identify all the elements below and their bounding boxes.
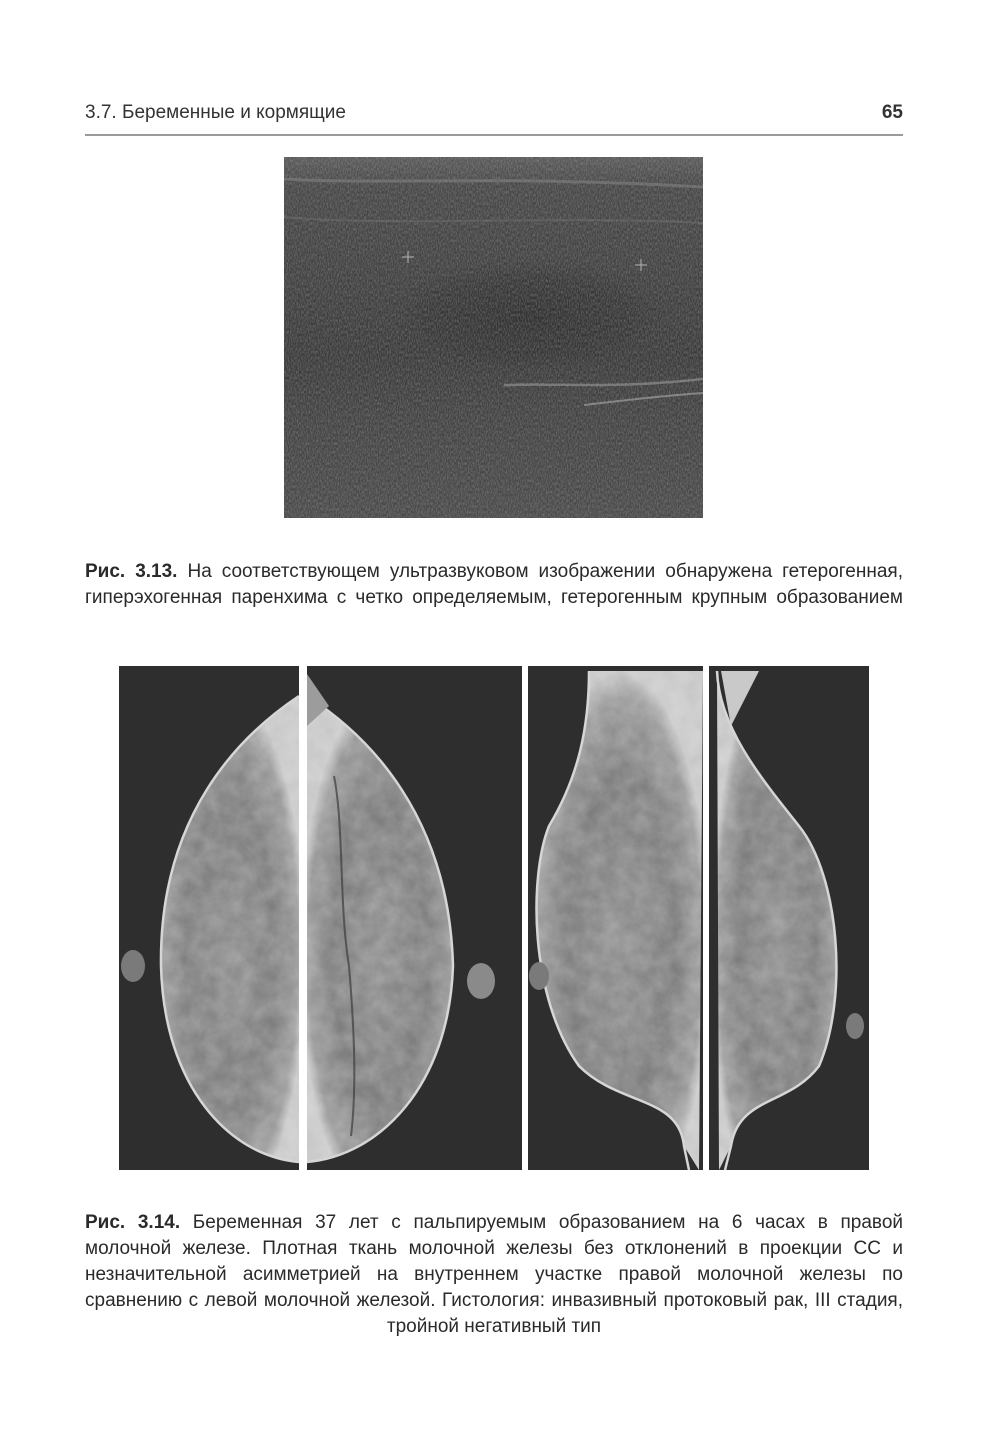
caption-text: Беременная 37 лет с пальпируемым образованием на 6 часах в правой молочной железе. Плотная ткань молочной железы без отклонений в проекции CC и незначительной асимметрией на внутреннем участке правой молочной железы по сравнению с левой молочной железой. Гистология: инвазивный протоковый рак, III стадия, тройной негативный тип (85, 1212, 903, 1337)
section-title: 3.7. Беременные и кормящие (85, 102, 346, 123)
caption-text: На соответствующем ультразвуковом изображении обнаружена гетерогенная, гиперэхогенная паренхима с четко определяемым, гетерогенным крупным образованием (85, 561, 903, 608)
ultrasound-image (284, 157, 703, 518)
running-header (85, 100, 903, 136)
page-number: 65 (881, 102, 903, 123)
figure-label: Рис. 3.13. (85, 561, 178, 582)
mammogram-panels (119, 666, 869, 1170)
figure-label: Рис. 3.14. (85, 1212, 181, 1233)
figure-caption-3-13 (85, 559, 903, 611)
figure-caption-3-14 (85, 1210, 903, 1340)
